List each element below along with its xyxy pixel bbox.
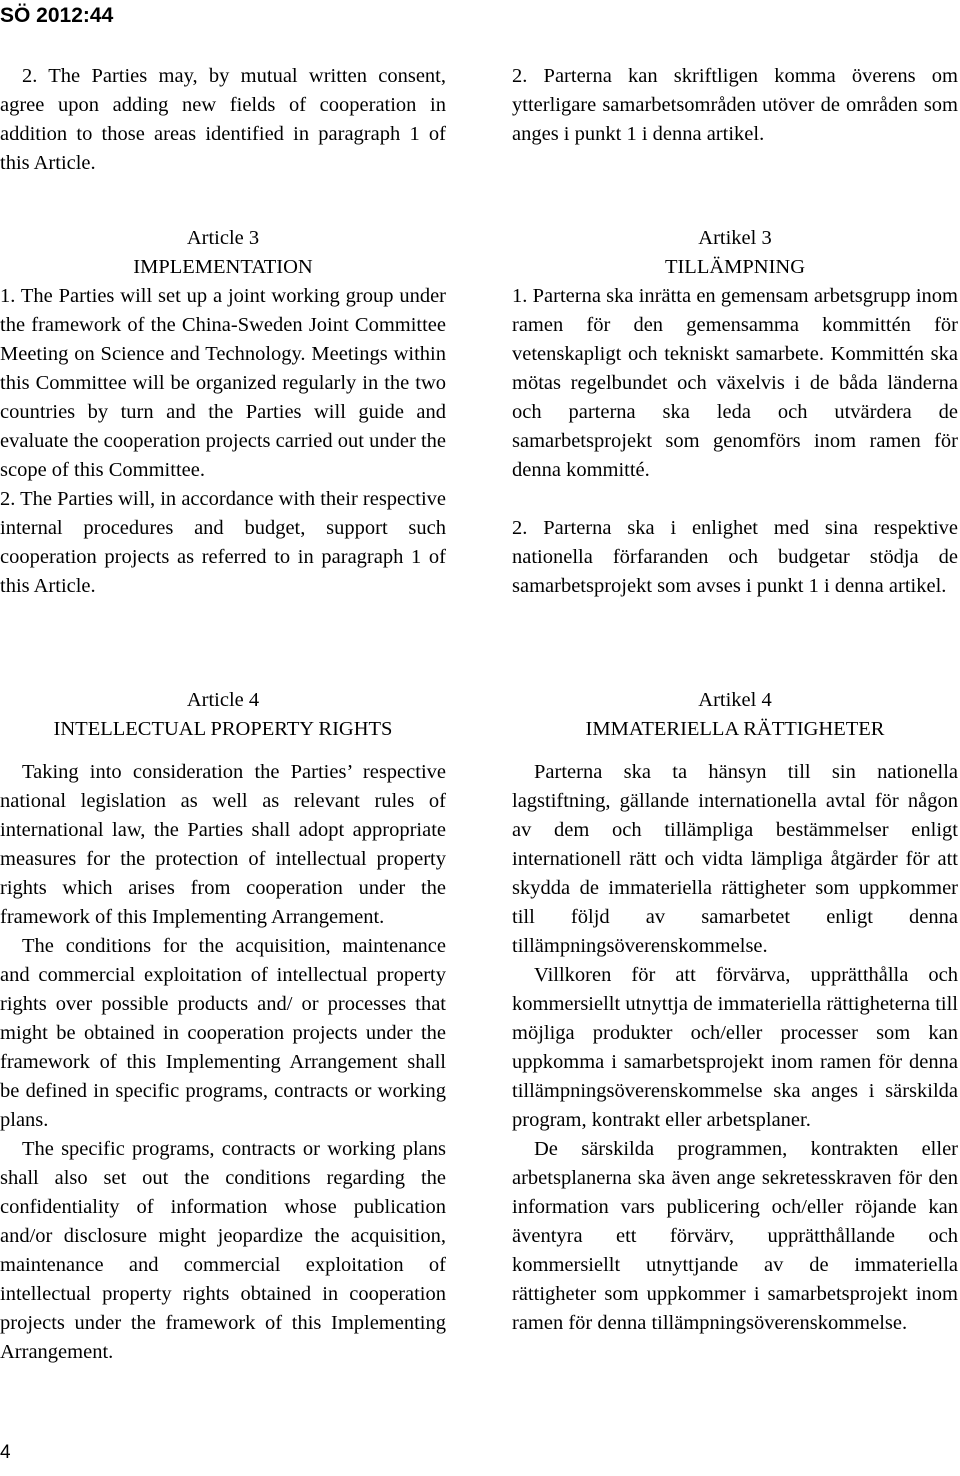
artikel-3	[512, 224, 958, 601]
artikel-4	[512, 686, 958, 1338]
article-title: INTELLECTUAL PROPERTY RIGHTS	[53, 718, 393, 740]
paragraph: 1. Parterna ska inrätta en gemensam arbetsgrupp inom ramen för den gemensamma kommittén för vetenskapligt och tekniskt samarbete. Kommittén ska mötas regelbundet och växelvis i de båda länderna och parterna ska leda och utvärdera de samarbetsprojekt som genomförs inom ramen för denna kommitté.	[512, 285, 958, 481]
paragraph: Villkoren för att förvärva, upprätthålla och kommersiellt utnyttja de immateriella rättigheterna till möjliga produkter och/eller processer som kan uppkomma i samarbetsprojekt inom ramen för denna tillämpningsöverenskommelse ska anges i särskilda program, kontrakt eller arbetsplaner.	[512, 964, 958, 1131]
article-2-paragraph-2	[0, 62, 446, 178]
paragraph: Taking into consideration the Parties’ respective national legislation as well as relevant rules of international law, the Parties shall adopt appropriate measures for the protection of intellectual property rights which arises from cooperation under the framework of this Implementing Arrangement.	[0, 761, 446, 928]
article-title: IMMATERIELLA RÄTTIGHETER	[585, 718, 885, 740]
paragraph: The conditions for the acquisition, maintenance and commercial exploitation of intellectual property rights over possible products and/ or processes that might be obtained in cooperation projects under the framework of this Implementing Arrangement shall be defined in specific programs, contracts or working plans.	[0, 935, 446, 1131]
article-number: Article 4	[186, 689, 260, 711]
article-title: TILLÄMPNING	[664, 256, 806, 278]
paragraph: De särskilda programmen, kontrakten eller arbetsplanerna ska även ange sekretesskraven för den information vars publicering och/eller röjande kan äventyra ett förvärv, upprätthållande och kommersiellt utnyttjande av de immateriella rättigheter som uppkommer i samarbetsprojekt inom ramen för denna tillämpningsöverenskommelse.	[512, 1138, 958, 1334]
paragraph: The specific programs, contracts or working plans shall also set out the conditions regarding the confidentiality of information whose publication and/or disclosure might jeopardize the acquisition, maintenance and commercial exploitation of intellectual property rights obtained in cooperation projects under the framework of this Implementing Arrangement.	[0, 1138, 446, 1363]
paragraph: 2. The Parties will, in accordance with their respective internal procedures and budget, support such cooperation projects as referred to in paragraph 1 of this Article.	[0, 488, 446, 597]
page-number: 4	[0, 1442, 11, 1463]
article-number: Article 3	[186, 227, 260, 249]
article-4	[0, 686, 446, 1367]
article-number: Artikel 3	[698, 227, 772, 249]
paragraph: 1. The Parties will set up a joint working group under the framework of the China-Sweden Joint Committee Meeting on Science and Technology. Meetings within this Committee will be organized regularly in the two countries by turn and the Parties will guide and evaluate the cooperation projects carried out under the scope of this Committee.	[0, 285, 446, 481]
paragraph: Parterna ska ta hänsyn till sin nationella lagstiftning, gällande internationella avtal för någon av dem och tillämpliga bestämmelser enligt internationell rätt och vidta lämpliga åtgärder för att skydda de immateriella rättigheter som uppkommer till följd av samarbetet enligt denna tillämpningsöverenskommelse.	[512, 761, 958, 957]
paragraph: 2. Parterna ska i enlighet med sina respektive nationella förfaranden och budgetar stödja de samarbetsprojekt som avses i punkt 1 i denna artikel.	[512, 517, 958, 597]
article-number: Artikel 4	[698, 689, 772, 711]
document-id: SÖ 2012:44	[0, 4, 114, 27]
artikel-2-punkt-2	[512, 62, 958, 149]
article-3	[0, 224, 446, 601]
article-title: IMPLEMENTATION	[133, 256, 313, 278]
paragraph: 2. The Parties may, by mutual written consent, agree upon adding new fields of cooperation in addition to those areas identified in paragraph 1 of this Article.	[0, 65, 446, 174]
paragraph: 2. Parterna kan skriftligen komma överens om ytterligare samarbetsområden utöver de områden som anges i punkt 1 i denna artikel.	[512, 65, 958, 145]
